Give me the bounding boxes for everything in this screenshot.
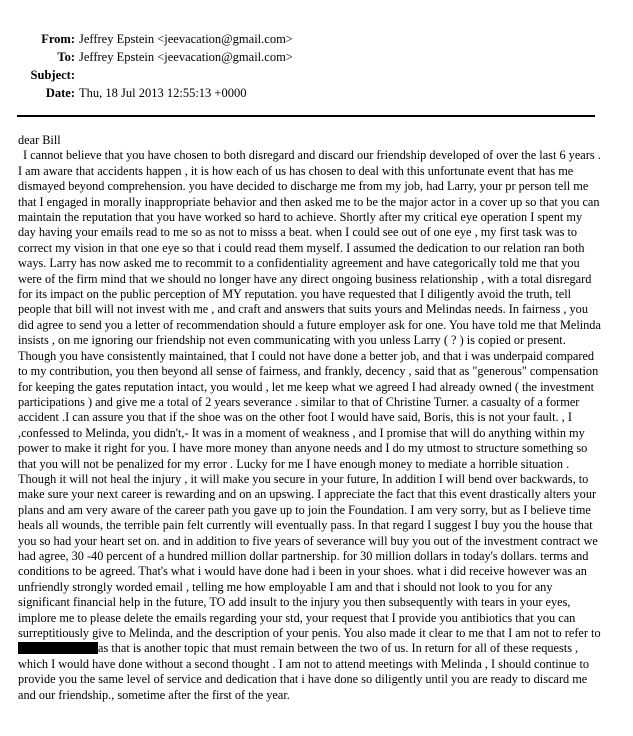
body-paragraph [18,148,602,703]
date-value: Thu, 18 Jul 2013 12:55:13 +0000 [79,86,247,100]
from-row [0,30,633,48]
subject-label: Subject: [30,68,75,82]
from-value: Jeffrey Epstein <jeevacation@gmail.com> [79,32,293,46]
header-divider [17,115,595,117]
to-label: To: [57,50,75,64]
date-row [0,84,633,102]
email-header [0,30,633,102]
to-row [0,48,633,66]
from-label: From: [41,32,75,46]
redaction-block [18,642,98,654]
date-label: Date: [45,86,75,100]
email-body [18,133,602,703]
subject-row [0,66,633,84]
body-text-part-2: as that is another topic that must remain between the two of us. In return for all of these requests , which I would have done without a second thought . I am not to attend meetings with Melinda , I should continue to provide you the same level of service and dedication that i have done so diligently until you are ready to discard me and our friendship., sometime after the first of the year. [18,641,590,702]
to-value: Jeffrey Epstein <jeevacation@gmail.com> [79,50,293,64]
body-text-part-1: I cannot believe that you have chosen to both disregard and discard our friendship developed of over the last 6 years . I am aware that accidents happen , it is how each of us has chosen to deal with this unfortunate event that has me dismayed beyond comprehension. you have decided to discharge me from my job, had Larry, your pr person tell me that I engaged in morally inappropriate behavior and then asked me to be the major actor in a cover up so that you can maintain the reputation that you have worked so hard to achieve. Shortly after my critical eye operation I spent my day having your emails read to me so as not to misss a beat. when I could see out of one eye , my first task was to correct my vision in that one eye so that i could read them myself. I assumed the dedication to our relation ran both ways. Larry has now asked me to recommit to a confidentiality agreement and have categorically told me that you were of the firm mind that we should no longer have any direct ongoing business relationship , with a total disregard for its impact on the public perception of MY reputation. you have requested that I diligently avoid the truth, tell people that bill will not invest with me , and craft and answers that suits yours and Melindas needs. In fairness , you did agree to send you a letter of recommendation should a future employer ask for one. You have told me that Melinda insists , on me ignoring our friendship not even communicating with you unless Larry ( ? ) is copied or present. Though you have consistently maintained, that I could not have done a better job, and that i was underpaid compared to my contribution, you then beyond all sense of fairness, and frankly, decency , said that as "generous" compensation for keeping the gates reputation intact, you would , let me keep what we agreed I had already owned ( the investment participations ) and give me a total of 2 years severance . similar to that of Christine Turner. a casualty of a former accident .I can assure you that if the shoe was on the other foot I would have said, Boris, this is not your fault. , I ,confessed to Melinda, you didn't,- It was in a moment of weakness , and I promise that will do anything within my power to make it right for you. I have more money than anyone needs and I do my utmost to structure something so that you will not be penalized for my error . Lucky for me I have enough money to mediate a horrible situation . Though it will not heal the injury , it will make you secure in your future, In addition I will bend over backwards, to make sure your next career is rewarding and on an upswing. I appreciate the fact that this event drastically alters your plans and am very aware of the career path you gave up to join the Foundation. I am very sorry, but as I believe time heals all wounds, the terrible pain felt currently will eventually pass. In that regard I suggest I buy you the house that you so had your heart set on. and in addition to five years of severance will buy you out of the investment contract we had agree, 30 -40 percent of a hundred million dollar partnership. for 30 million dollars in today's dollars. terms and conditions to be agreed. That's what i would have done had i been in your shoes. what i did receive however was an unfriendly strongly worded email , telling me how employable I am and that i should not look to you for any significant financial help in the future, TO add insult to the injury you then subsequently with tears in your eyes, implore me to please delete the emails regarding your std, your request that I provide you antibiotics that you can surreptitiously give to Melinda, and the description of your penis. You also made it clear to me that I am not to refer to [18,148,601,640]
salutation: dear Bill [18,133,61,147]
